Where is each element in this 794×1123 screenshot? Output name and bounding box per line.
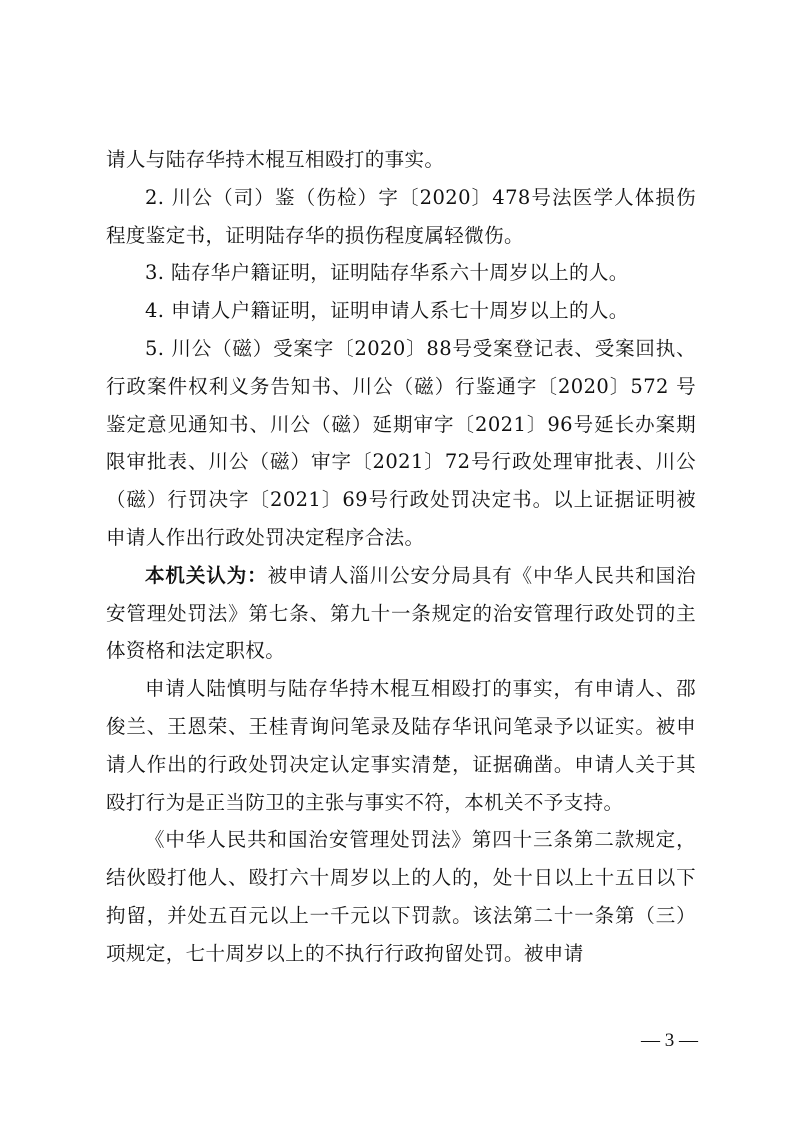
paragraph-evidence-3 xyxy=(106,254,696,292)
paragraph-bold-lead: 本机关认为： xyxy=(145,563,268,587)
paragraph-text: 2. 川公（司）鉴（伤检）字〔2020〕478号法医学人体损伤程度鉴定书，证明陆存华的损伤程度属轻微伤。 xyxy=(106,185,696,247)
paragraph-continuation xyxy=(106,141,696,179)
paragraph-text: 5. 川公（磁）受案字〔2020〕88号受案登记表、受案回执、行政案件权利义务告知书、川公（磁）行鉴通字〔2020〕572 号鉴定意见通知书、川公（磁）延期审字〔2021〕96号延长办案期限审批表、川公（磁）审字〔2021〕72号行政处理审批表、川公（磁）行罚决字〔2021〕69号行政处罚决定书。以上证据证明被申请人作出行政处罚决定程序合法。 xyxy=(106,336,696,549)
paragraph-text: 被申请人淄川公安分局具有《中华人民共和国治安管理处罚法》第七条、第九十一条规定的治安管理行政处罚的主体资格和法定职权。 xyxy=(106,563,696,663)
page-number: — 3 — xyxy=(641,1030,698,1051)
paragraph-text: 申请人陆慎明与陆存华持木棍互相殴打的事实，有申请人、邵俊兰、王恩荣、王桂青询问笔录及陆存华讯问笔录予以证实。被申请人作出的行政处罚决定认定事实清楚，证据确凿。申请人关于其殴打行为是正当防卫的主张与事实不符，本机关不予支持。 xyxy=(106,677,696,814)
paragraph-legal-provisions xyxy=(106,821,696,972)
paragraph-evidence-5 xyxy=(106,330,696,557)
paragraph-evidence-2 xyxy=(106,179,696,255)
paragraph-text: 《中华人民共和国治安管理处罚法》第四十三条第二款规定，结伙殴打他人、殴打六十周岁以上的人的，处十日以上十五日以下拘留，并处五百元以上一千元以下罚款。该法第二十一条第（三）项规定，七十周岁以上的不执行行政拘留处罚。被申请 xyxy=(106,828,696,965)
paragraph-evidence-4 xyxy=(106,292,696,330)
paragraph-facts-finding xyxy=(106,670,696,821)
paragraph-text: 3. 陆存华户籍证明，证明陆存华系六十周岁以上的人。 xyxy=(145,261,629,285)
paragraph-authority-opinion xyxy=(106,557,696,670)
paragraph-text: 4. 申请人户籍证明，证明申请人系七十周岁以上的人。 xyxy=(145,299,629,323)
document-body xyxy=(106,141,696,973)
paragraph-text: 请人与陆存华持木棍互相殴打的事实。 xyxy=(106,148,445,171)
